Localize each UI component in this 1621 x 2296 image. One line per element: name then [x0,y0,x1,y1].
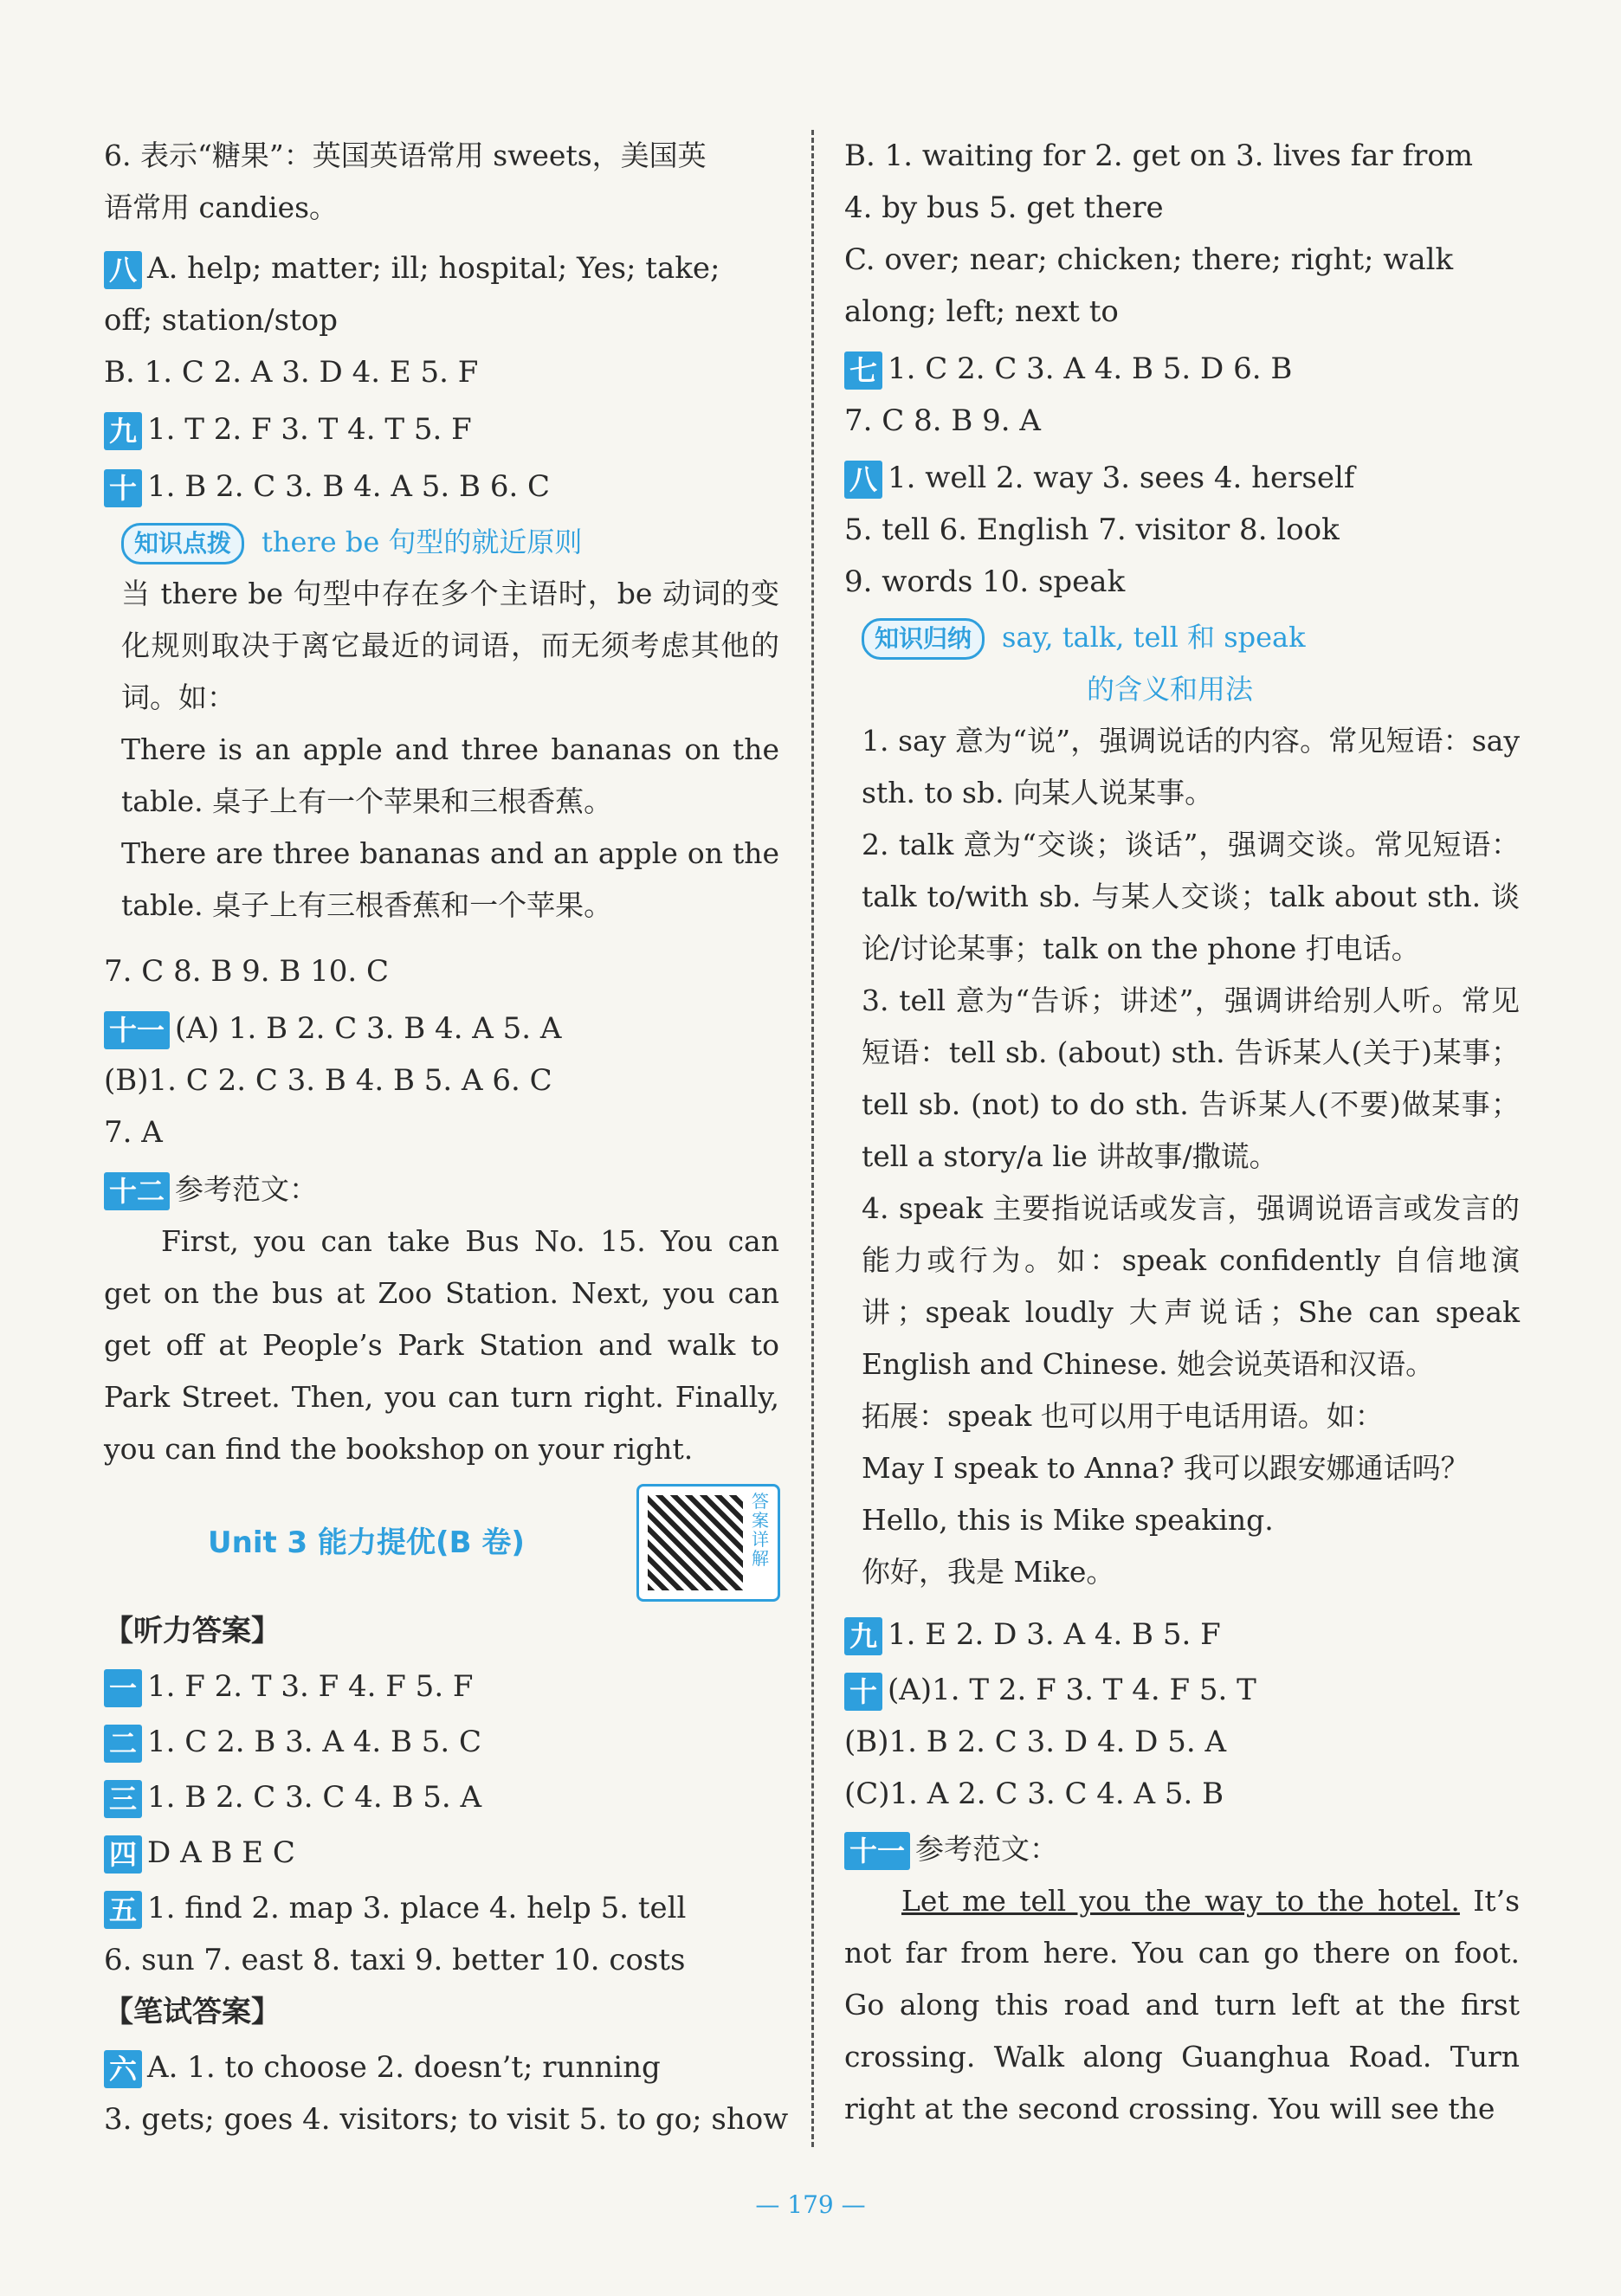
tip-paragraph: Hello, this is Mike speaking. [862,1503,1274,1537]
essay-underlined: Let me tell you the way to the hotel. [901,1884,1460,1918]
tip-header [844,611,1520,663]
answer-text: D A B E C [147,1835,295,1870]
section-badge: 三 [104,1780,142,1818]
section-badge: 九 [104,412,142,450]
section-10 [104,461,779,513]
answer-text: 7. C 8. B 9. B 10. C [104,954,390,989]
answer-text: 3. gets; goes 4. visitors; to visit 5. to go; show [104,2102,789,2137]
q6 [104,2041,779,2093]
tip-paragraph: There are three bananas and an apple on the table. 桌子上有三根香蕉和一个苹果。 [121,836,779,922]
answer-text: 9. words 10. speak [844,564,1126,599]
answer-text: 1. T 2. F 3. T 4. T 5. F [147,412,472,447]
q2 [104,1716,779,1768]
section-badge: 五 [104,1891,142,1929]
answer-text: 1. B 2. C 3. B 4. A 5. B 6. C [147,469,551,504]
section-badge: 九 [844,1617,882,1655]
tip-paragraph: 你好，我是 Mike。 [862,1555,1115,1589]
page-number: — 179 — [755,2190,866,2219]
q4 [104,1827,779,1879]
answer-text: A. help; matter; ill; hospital; Yes; take; [147,251,720,286]
answer-text: (C)1. A 2. C 3. C 4. A 5. B [844,1777,1224,1811]
answer-text: (A)1. T 2. F 3. T 4. F 5. T [888,1673,1256,1707]
unit-header [104,1484,779,1605]
section-badge: 二 [104,1725,142,1763]
section-12 [104,1164,779,1216]
answer-text: A. 1. to choose 2. doesn’t; running [147,2050,661,2085]
tip-title: there be 句型的就近原则 [262,526,583,558]
section-11 [844,1823,1520,1875]
answer-text: 1. C 2. C 3. A 4. B 5. D 6. B [888,351,1293,386]
tip-paragraph: May I speak to Anna? 我可以跟安娜通话吗？ [862,1451,1469,1485]
section-7 [844,343,1520,395]
model-essay [844,1875,1520,2135]
right-column [844,130,1520,2135]
column-divider [811,130,814,2147]
answer-text: 4. by bus 5. get there [844,190,1164,225]
listening-heading: 【听力答案】 [104,1614,281,1648]
tip-paragraph: 拓展：speak 也可以用于电话用语。如： [862,1399,1384,1433]
section-badge: 四 [104,1835,142,1874]
section-10 [844,1664,1520,1716]
written-heading: 【笔试答案】 [104,1995,281,2029]
section-badge: 七 [844,351,882,390]
section-8 [844,452,1520,504]
tip-title: say, talk, tell 和 speak [1002,621,1306,654]
model-essay: First, you can take Bus No. 15. You can get on the bus at Zoo Station. Next, you can get off at People’s Park Station and walk to Park Street. Then, you can turn right. Finally, you can find the bookshop on your right. [104,1224,779,1466]
answer-text: along; left; next to [844,294,1119,329]
answer-text: off; station/stop [104,303,338,338]
q5 [104,1882,779,1934]
qr-label: 答案详解 [752,1491,769,1569]
section-badge: 十 [844,1673,882,1711]
answer-text: C. over; near; chicken; there; right; walk [844,242,1454,277]
essay-text: It’s not far from here. You can go there on foot. Go along this road and turn left at the first crossing. Walk along Guanghua Road. Turn right at the second crossing. You will see the [844,1884,1520,2125]
q1 [104,1661,779,1712]
answer-text: 1. find 2. map 3. place 4. help 5. tell [147,1891,687,1925]
section-badge: 八 [844,461,882,499]
left-column [104,130,789,2145]
tip-title-line2 [844,663,1520,715]
answer-text: 1. B 2. C 3. C 4. B 5. A [147,1780,482,1815]
section-badge: 十一 [104,1011,170,1049]
answer-text: 1. F 2. T 3. F 4. F 5. F [147,1669,474,1704]
section-badge: 八 [104,251,142,289]
answer-text: 1. E 2. D 3. A 4. B 5. F [888,1617,1221,1652]
answer-text: 5. tell 6. English 7. visitor 8. look [844,513,1340,547]
section-title: 参考范文： [915,1832,1059,1866]
answer-text: 7. A [104,1115,163,1150]
tip-paragraph: 3. tell 意为“告诉；讲述”，强调讲给别人听。常见短语：tell sb. (about) sth. 告诉某人(关于)某事；tell sb. (not) to do sth. 告诉某人(不要)做某事；tell a story/a lie 讲故事/撒谎。 [862,984,1520,1173]
tip-tag: 知识点拨 [121,523,244,564]
unit-title: Unit 3 能力提优(B 卷) [208,1525,525,1560]
tip-paragraph: 2. talk 意为“交谈；谈话”，强调交谈。常见短语：talk to/with sb. 与某人交谈；talk about sth. 谈论/讨论某事；talk on the phone 打电话。 [862,828,1520,965]
section-8 [104,242,779,294]
answer-text: B. 1. waiting for 2. get on 3. lives far from [844,139,1474,173]
answer-text: B. 1. C 2. A 3. D 4. E 5. F [104,355,479,390]
answer-text: (A) 1. B 2. C 3. B 4. A 5. A [175,1011,562,1046]
answer-text: 1. well 2. way 3. sees 4. herself [888,461,1355,495]
section-badge: 十一 [844,1832,910,1870]
qr-code-icon [648,1495,743,1590]
tip-title: 的含义和用法 [1087,673,1254,706]
tip-paragraph: 当 there be 句型中存在多个主语时，be 动词的变化规则取决于离它最近的词语，而无须考虑其他的词。如： [121,577,779,714]
section-9 [844,1609,1520,1661]
answer-text: (B)1. B 2. C 3. D 4. D 5. A [844,1725,1227,1759]
section-11 [104,1003,779,1054]
tip-tag: 知识归纳 [862,618,985,660]
text-line: 6. 表示“糖果”：英国英语常用 sweets，美国英 [104,139,707,172]
answer-text: (B)1. C 2. C 3. B 4. B 5. A 6. C [104,1063,552,1098]
tip-header [104,516,779,568]
section-badge: 一 [104,1669,142,1707]
section-9 [104,403,779,455]
section-badge: 十二 [104,1172,170,1210]
section-badge: 十 [104,469,142,507]
answer-text: 1. C 2. B 3. A 4. B 5. C [147,1725,482,1759]
q3 [104,1771,779,1823]
answer-text: 6. sun 7. east 8. taxi 9. better 10. costs [104,1943,686,1977]
tip-paragraph: There is an apple and three bananas on the table. 桌子上有一个苹果和三根香蕉。 [121,732,779,818]
section-badge: 六 [104,2050,142,2088]
text-line: 语常用 candies。 [104,190,339,224]
answer-text: 7. C 8. B 9. A [844,403,1041,438]
tip-paragraph: 1. say 意为“说”，强调说话的内容。常见短语：say sth. to sb. 向某人说某事。 [862,724,1520,809]
qr-code[interactable] [636,1484,780,1602]
section-title: 参考范文： [175,1172,319,1206]
tip-paragraph: 4. speak 主要指说话或发言，强调说语言或发言的能力或行为。如：speak confidently 自信地演讲；speak loudly 大声说话；She can speak English and Chinese. 她会说英语和汉语。 [862,1191,1520,1381]
